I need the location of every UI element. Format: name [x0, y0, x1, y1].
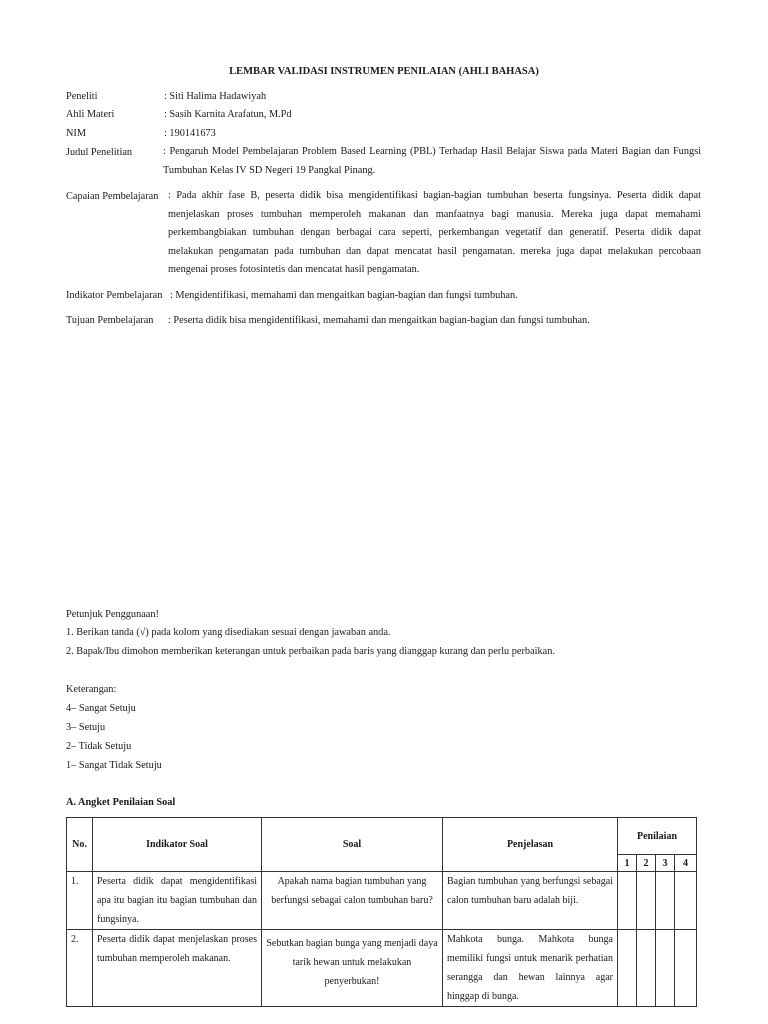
petunjuk-heading: Petunjuk Penggunaan! — [66, 609, 159, 620]
petunjuk-item: 1. Berikan tanda (√) pada kolom yang disediakan sesuai dengan jawaban anda. — [66, 627, 391, 638]
score-cell-1[interactable] — [618, 930, 637, 1007]
score-cell-3[interactable] — [656, 930, 675, 1007]
score-header-2: 2 — [637, 855, 656, 872]
score-cell-4[interactable] — [675, 930, 697, 1007]
tujuan-value: : Peserta didik bisa mengidentifikasi, memahami dan mengaitkan bagian-bagian dan fungsi tumbuhan. — [168, 315, 590, 326]
judul-value: : Pengaruh Model Pembelajaran Problem Based Learning (PBL) Terhadap Hasil Belajar Siswa pada Materi Bagian dan Fungsi Tumbuhan Kelas IV SD Negeri 19 Pangkal Pinang. — [163, 146, 701, 176]
score-header-4: 4 — [675, 855, 697, 872]
row-soal: Sebutkan bagian bunga yang menjadi daya tarik hewan untuk melakukan penyerbukan! — [262, 930, 443, 1007]
score-cell-3[interactable] — [656, 872, 675, 930]
header-soal: Soal — [262, 818, 443, 872]
section-a-heading: A. Angket Penilaian Soal — [66, 797, 176, 808]
score-header-1: 1 — [618, 855, 637, 872]
peneliti-label: Peneliti — [66, 91, 98, 102]
header-indikator: Indikator Soal — [93, 818, 262, 872]
row-no: 2. — [67, 930, 93, 1007]
keterangan-item: 1– Sangat Tidak Setuju — [66, 760, 162, 771]
row-penjelasan: Bagian tumbuhan yang berfungsi sebagai calon tumbuhan baru adalah biji. — [443, 872, 618, 930]
score-cell-4[interactable] — [675, 872, 697, 930]
indikator-value: : Mengidentifikasi, memahami dan mengaitkan bagian-bagian dan fungsi tumbuhan. — [170, 290, 518, 301]
table-row — [67, 930, 697, 1007]
peneliti-value: : Siti Halima Hadawiyah — [164, 91, 267, 102]
row-penjelasan: Mahkota bunga. Mahkota bunga memiliki fungsi untuk menarik perhatian serangga dan hewan lainnya agar hinggap di bunga. — [443, 930, 618, 1007]
table-header-row — [67, 818, 697, 855]
score-cell-2[interactable] — [637, 930, 656, 1007]
capaian-label: Capaian Pembelajaran — [66, 191, 159, 202]
keterangan-item: 3– Setuju — [66, 722, 106, 733]
row-soal: Apakah nama bagian tumbuhan yang berfungsi sebagai calon tumbuhan baru? — [262, 872, 443, 930]
assessment-table — [66, 817, 697, 1007]
tujuan-label: Tujuan Pembelajaran — [66, 315, 154, 326]
nim-label: NIM — [66, 128, 87, 139]
page-title: LEMBAR VALIDASI INSTRUMEN PENILAIAN (AHLI BAHASA) — [229, 66, 539, 77]
keterangan-item: 4– Sangat Setuju — [66, 703, 136, 714]
ahli-materi-value: : Sasih Karnita Arafatun, M.Pd — [164, 109, 292, 120]
score-cell-1[interactable] — [618, 872, 637, 930]
row-indikator: Peserta didik dapat menjelaskan proses tumbuhan memperoleh makanan. — [93, 930, 262, 1007]
nim-value: : 190141673 — [164, 128, 216, 139]
score-cell-2[interactable] — [637, 872, 656, 930]
judul-label: Judul Penelitian — [66, 147, 133, 158]
row-no: 1. — [67, 872, 93, 930]
header-no: No. — [67, 818, 93, 872]
capaian-value: : Pada akhir fase B, peserta didik bisa mengidentifikasi bagian-bagian tumbuhan beserta fungsinya. Peserta didik dapat menjelaskan proses tumbuhan memperoleh makanan dan manfaatnya bagi manusia. Mereka juga dapat memahami perkembangbiakan tumbuhan dengan berbagai cara seperti, perkembangan vegetatif dan generatif. Peserta didik dapat melakukan pengamatan pada tumbuhan dan dapat mencatat hasil pengamatan. mereka juga dapat melakukan percobaan mengenai proses fotosintetis dan mencatat hasil pengamatan. — [168, 190, 701, 275]
keterangan-heading: Keterangan: — [66, 684, 117, 695]
row-indikator: Peserta didik dapat mengidentifikasi apa itu bagian itu bagian tumbuhan dan fungsinya. — [93, 872, 262, 930]
score-header-3: 3 — [656, 855, 675, 872]
ahli-materi-label: Ahli Materi — [66, 109, 115, 120]
indikator-label: Indikator Pembelajaran — [66, 290, 163, 301]
keterangan-item: 2– Tidak Setuju — [66, 741, 132, 752]
petunjuk-item: 2. Bapak/Ibu dimohon memberikan keterangan untuk perbaikan pada baris yang dianggap kurang dan perlu perbaikan. — [66, 646, 555, 657]
table-row — [67, 872, 697, 930]
header-penjelasan: Penjelasan — [443, 818, 618, 872]
header-penilaian: Penilaian — [618, 818, 697, 855]
